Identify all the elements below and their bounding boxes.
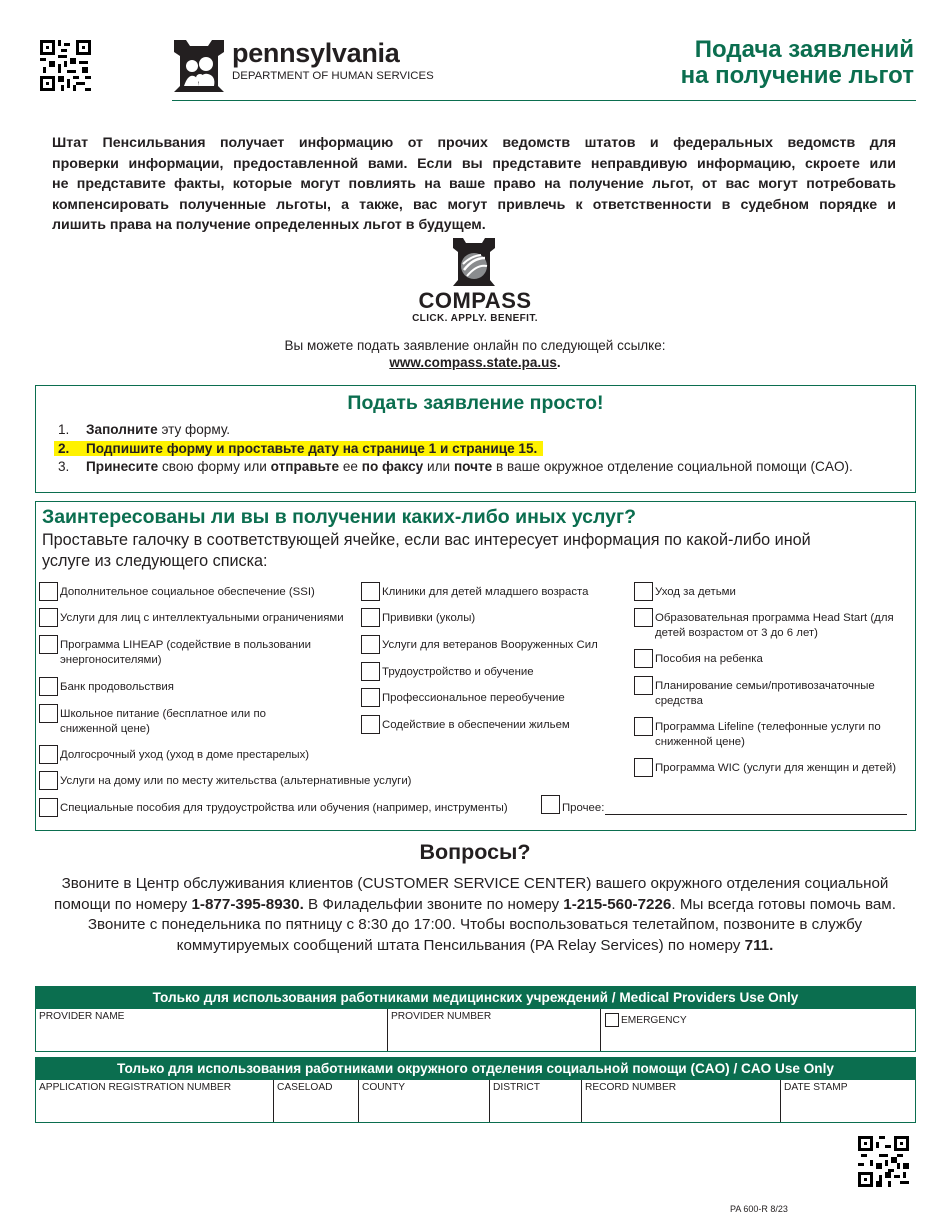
keystone-logo-icon xyxy=(170,38,228,96)
service-checkbox[interactable] xyxy=(634,582,653,601)
url-period: . xyxy=(556,355,561,370)
cao-use-row xyxy=(36,1080,915,1122)
department-name: DEPARTMENT OF HUMAN SERVICES xyxy=(232,70,434,82)
services-title: Заинтересованы ли вы в получении каких-либо иных услуг? xyxy=(42,506,637,528)
online-apply-link-row xyxy=(0,355,950,370)
compass-tagline: CLICK. APPLY. BENEFIT. xyxy=(412,313,538,324)
form-code: PA 600-R 8/23 xyxy=(730,1204,788,1214)
service-checkbox[interactable] xyxy=(361,688,380,707)
service-label: Специальные пособия для трудоустройства или обучения (например, инструменты) xyxy=(60,802,508,814)
step-3-bring: Принесите xyxy=(86,459,159,474)
application-registration-number-field[interactable] xyxy=(36,1080,274,1122)
step-1-num: 1. xyxy=(58,422,70,437)
questions-text-part: Звоните в Центр обслуживания клиентов (CUSTOMER SERVICE CENTER) вашего окружного отделения социальной помощи по номеру xyxy=(54,875,889,913)
field-label: DATE STAMP xyxy=(784,1082,848,1093)
services-subtitle: Проставьте галочку в соответствующей ячейке, если вас интересует информация по какой-либо иной услуге из следующего списка: xyxy=(42,531,811,570)
service-label: Трудоустройство и обучение xyxy=(382,666,534,678)
district-field[interactable] xyxy=(489,1080,582,1122)
field-label: APPLICATION REGISTRATION NUMBER xyxy=(39,1082,232,1093)
step-3-mail: почте xyxy=(453,459,493,474)
compass-logo-icon xyxy=(449,236,499,288)
online-apply-text: Вы можете подать заявление онлайн по следующей ссылке: xyxy=(284,338,666,353)
step-3-send: отправьте xyxy=(270,459,340,474)
qr-code-bottom xyxy=(858,1136,909,1187)
service-checkbox[interactable] xyxy=(361,662,380,681)
other-services-box xyxy=(35,501,916,831)
qr-code-top xyxy=(40,40,91,91)
compass-name: COMPASS xyxy=(418,288,532,313)
intro-line: Штат Пенсильвания получает информацию от прочих ведомств штатов и федеральных ведомств для xyxy=(52,135,896,151)
other-label: Прочее: xyxy=(562,802,605,814)
service-checkbox[interactable] xyxy=(39,635,58,654)
caseload-field[interactable] xyxy=(273,1080,359,1122)
medical-providers-row xyxy=(36,1009,915,1051)
service-checkbox[interactable] xyxy=(634,608,653,627)
field-label: CASELOAD xyxy=(277,1082,333,1093)
service-checkbox[interactable] xyxy=(634,717,653,736)
intro-line: не представите факты, которые могут повлиять на ваше право на получение льгот, от вас могут потребовать xyxy=(52,176,896,192)
service-label: Программа LIHEAP (содействие в пользовании энергоносителями) xyxy=(60,639,311,666)
header-divider xyxy=(172,100,916,101)
field-label: DISTRICT xyxy=(493,1082,540,1093)
provider-name-field[interactable] xyxy=(36,1009,388,1051)
service-checkbox[interactable] xyxy=(39,798,58,817)
field-label: PROVIDER NUMBER xyxy=(391,1011,492,1022)
apply-steps-box xyxy=(35,385,916,493)
service-checkbox[interactable] xyxy=(39,582,58,601)
apply-title: Подать заявление просто! xyxy=(347,392,604,414)
field-label: EMERGENCY xyxy=(621,1015,687,1026)
service-checkbox[interactable] xyxy=(39,608,58,627)
step-3-text: ее xyxy=(339,459,362,474)
service-label: Долгосрочный уход (уход в доме престарелых) xyxy=(60,749,310,761)
service-label: Услуги на дому или по месту жительства (альтернативные услуги) xyxy=(60,775,412,787)
service-checkbox[interactable] xyxy=(541,795,560,814)
intro-line: проверки информации, предоставленной вами. Если вы представите неправдивую информацию, скроете или xyxy=(52,155,896,172)
emergency-field[interactable] xyxy=(600,1009,915,1051)
service-label: Прививки (уколы) xyxy=(382,612,476,624)
phone-cao: 1-877-395-8930. xyxy=(191,895,304,913)
questions-text-part: В Филадельфии звоните по номеру xyxy=(303,895,564,913)
service-checkbox[interactable] xyxy=(361,715,380,734)
step-3-fax: по факсу xyxy=(361,459,424,474)
service-label: Банк продовольствия xyxy=(60,681,174,693)
medical-providers-header: Только для использования работниками медицинских учреждений / Medical Providers Use Only xyxy=(36,987,915,1009)
service-checkbox[interactable] xyxy=(361,635,380,654)
service-label: Содействие в обеспечении жильем xyxy=(382,719,570,731)
step-3-text: в ваше окружное отделение социальной помощи (CAO). xyxy=(492,459,853,474)
service-checkbox[interactable] xyxy=(361,608,380,627)
cao-use-header: Только для использования работниками окружного отделения социальной помощи (CAO) / CAO Use Only xyxy=(36,1058,915,1080)
field-label: RECORD NUMBER xyxy=(585,1082,677,1093)
service-label: Услуги для лиц с интеллектуальными ограничениями xyxy=(60,612,344,624)
service-label: Программа WIC (услуги для женщин и детей) xyxy=(655,762,896,774)
step-2-highlight xyxy=(54,441,543,456)
field-label: COUNTY xyxy=(362,1082,406,1093)
service-checkbox[interactable] xyxy=(361,582,380,601)
step-3-text: или xyxy=(423,459,454,474)
step-2 xyxy=(54,441,543,456)
step-3 xyxy=(58,459,853,474)
intro-paragraph xyxy=(52,133,896,236)
service-checkbox[interactable] xyxy=(39,704,58,723)
service-label: Клиники для детей младшего возраста xyxy=(382,586,589,598)
other-input-line[interactable] xyxy=(605,813,907,815)
questions-title: Вопросы? xyxy=(419,840,531,864)
questions-text-part: . Мы всегда готовы помочь вам. Звоните с понедельника по пятницу с 8:30 до 17:00. Чтобы воспользоваться телетайпом, позвоните в службу коммутируемых сообщений штата Пенсильвания (PA Relay Services) по номеру xyxy=(87,895,896,954)
state-name: pennsylvania xyxy=(232,38,400,68)
service-checkbox[interactable] xyxy=(634,676,653,695)
step-2-text: Подпишите форму и проставьте дату на странице 1 и странице 15. xyxy=(86,441,538,456)
phone-relay: 711. xyxy=(744,936,774,954)
phone-philadelphia: 1-215-560-7226 xyxy=(563,895,672,913)
step-1 xyxy=(58,422,230,437)
service-label: Программа Lifeline (телефонные услуги по сниженной цене) xyxy=(655,721,881,748)
intro-line: лишить права на получение определенных льгот в будущем. xyxy=(52,217,486,233)
date-stamp-field[interactable] xyxy=(780,1080,915,1122)
medical-providers-table xyxy=(35,986,916,1052)
page-title-line1: Подача заявлений xyxy=(694,36,914,63)
service-checkbox[interactable] xyxy=(634,758,653,777)
service-label: Образовательная программа Head Start (для детей возрастом от 3 до 6 лет) xyxy=(655,612,894,639)
compass-url-link[interactable]: www.compass.state.pa.us xyxy=(389,355,557,370)
service-checkbox[interactable] xyxy=(39,677,58,696)
service-label: Планирование семьи/противозачаточные средства xyxy=(655,680,875,707)
service-checkbox[interactable] xyxy=(39,771,58,790)
step-3-num: 3. xyxy=(58,459,70,474)
page-title-line2: на получение льгот xyxy=(680,62,914,89)
service-label: Уход за детьми xyxy=(655,586,736,598)
step-1-bold: Заполните xyxy=(86,422,158,437)
service-label: Услуги для ветеранов Вооруженных Сил xyxy=(382,639,598,651)
step-3-text: свою форму или xyxy=(158,459,271,474)
record-number-field[interactable] xyxy=(581,1080,781,1122)
questions-text xyxy=(40,874,910,956)
provider-number-field[interactable] xyxy=(387,1009,601,1051)
service-checkbox[interactable] xyxy=(634,649,653,668)
service-checkbox[interactable] xyxy=(39,745,58,764)
step-2-num: 2. xyxy=(58,441,70,456)
county-field[interactable] xyxy=(358,1080,490,1122)
emergency-checkbox[interactable] xyxy=(605,1013,619,1027)
cao-use-table xyxy=(35,1057,916,1123)
intro-line: компенсировать полученные льготы, а также, вас могут привлечь к ответственности в судебном порядке и xyxy=(52,196,896,213)
service-label: Дополнительное социальное обеспечение (SSI) xyxy=(60,586,315,598)
step-1-text: эту форму. xyxy=(157,422,231,437)
field-label: PROVIDER NAME xyxy=(39,1011,125,1022)
service-label: Пособия на ребенка xyxy=(655,653,763,665)
service-label: Школьное питание (бесплатное или по сниженной цене) xyxy=(60,708,266,735)
service-label: Профессиональное переобучение xyxy=(382,692,565,704)
